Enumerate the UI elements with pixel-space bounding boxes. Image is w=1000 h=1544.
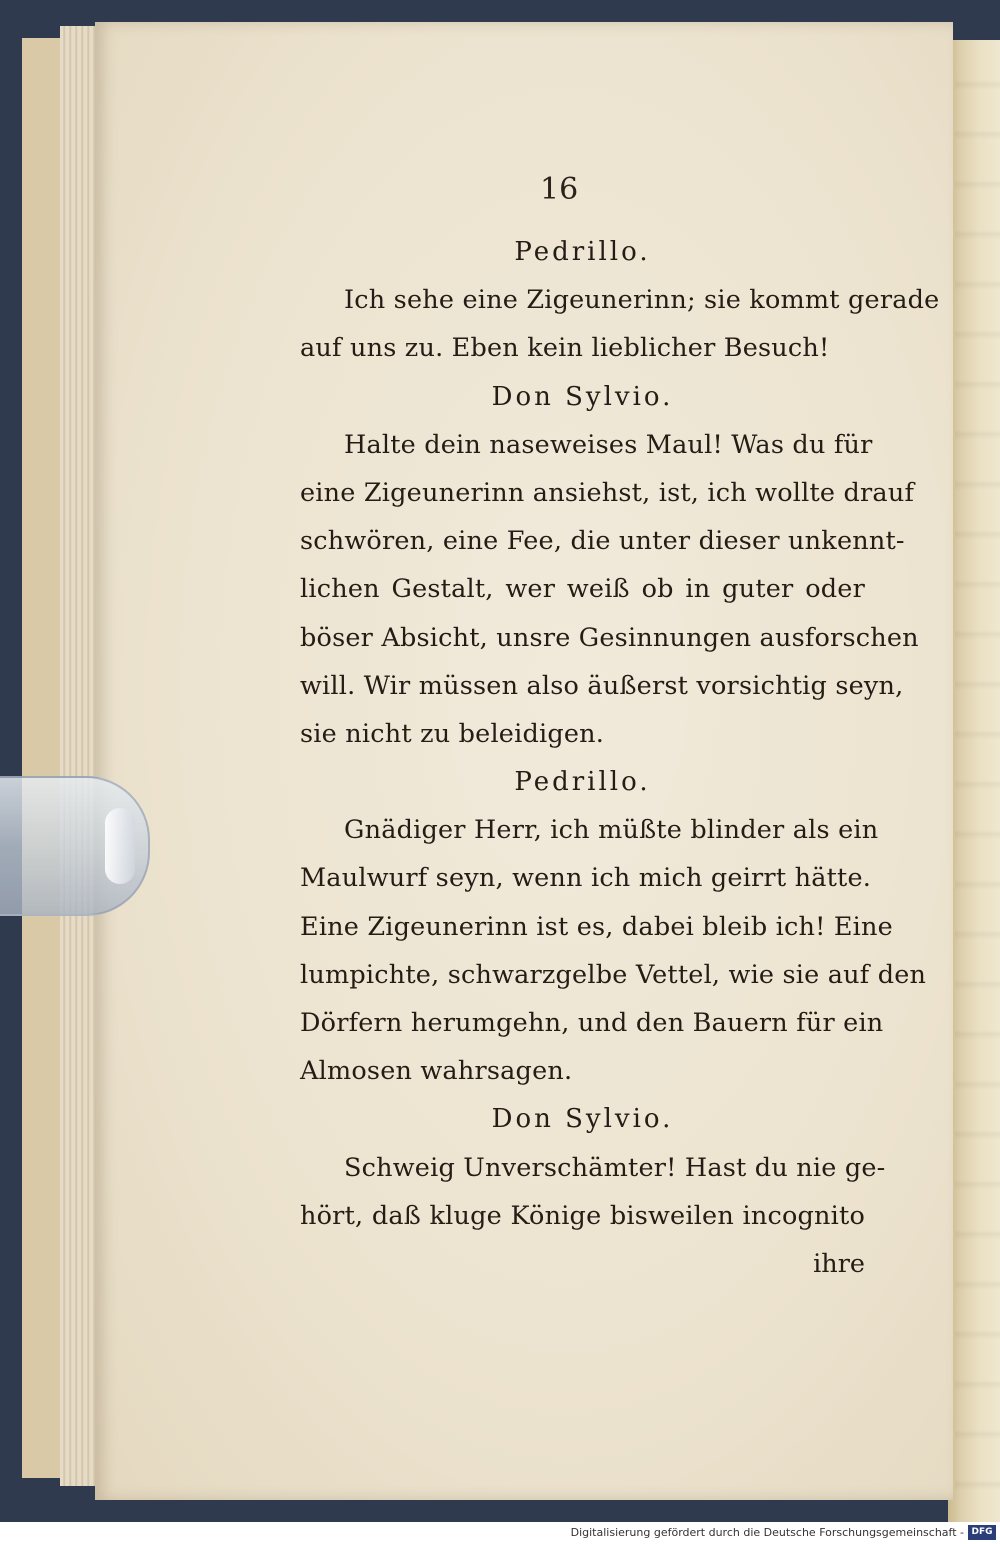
catchword: ihre: [813, 1248, 865, 1279]
facing-page-bleed: [955, 40, 1000, 1522]
page-text: [300, 228, 940, 1288]
speaker-name: Don Sylvio.: [491, 1104, 674, 1135]
text-line: schwören, eine Fee, die unter dieser unkennt-: [300, 526, 905, 557]
text-line: will. Wir müssen also äußerst vorsichtig seyn,: [300, 670, 904, 701]
funding-credit: Digitalisierung gefördert durch die Deutsche Forschungsgemeinschaft -: [570, 1526, 964, 1539]
speaker-name: Don Sylvio.: [491, 381, 674, 412]
text-line: böser Absicht, unsre Gesinnungen ausforschen: [300, 622, 919, 653]
text-line: lumpichte, schwarzgelbe Vettel, wie sie auf den: [300, 959, 927, 990]
text-line: Dörfern herumgehn, und den Bauern für ein: [300, 1008, 884, 1038]
page-number: 16: [540, 172, 579, 207]
page-stack-edge: [60, 26, 100, 1486]
footer-bar: [0, 1522, 1000, 1544]
text-line: Eine Zigeunerinn ist es, dabei bleib ich! Eine: [300, 911, 893, 942]
text-line: Gnädiger Herr, ich müßte blinder als ein: [344, 815, 879, 846]
text-line: lichen Gestalt, wer weiß ob in guter oder: [300, 574, 865, 605]
text-line: Schweig Unverschämter! Hast du nie ge-: [344, 1152, 886, 1183]
speaker-name: Pedrillo.: [514, 767, 651, 798]
text-line: Maulwurf seyn, wenn ich mich geirrt hätte.: [300, 863, 872, 894]
page-holder-clip-highlight: [105, 808, 135, 884]
text-line: hört, daß kluge Könige bisweilen incognito: [300, 1200, 865, 1231]
dfg-logo: DFG: [968, 1525, 996, 1540]
text-line: Halte dein naseweises Maul! Was du für: [344, 429, 873, 460]
speaker-name: Pedrillo.: [514, 237, 651, 267]
text-line: Ich sehe eine Zigeunerinn; sie kommt gerade: [344, 285, 940, 316]
text-line: sie nicht zu beleidigen.: [300, 718, 605, 749]
text-line: auf uns zu. Eben kein lieblicher Besuch!: [300, 333, 830, 364]
text-line: eine Zigeunerinn ansiehst, ist, ich wollte drauf: [300, 477, 915, 508]
text-line: Almosen wahrsagen.: [300, 1056, 573, 1087]
